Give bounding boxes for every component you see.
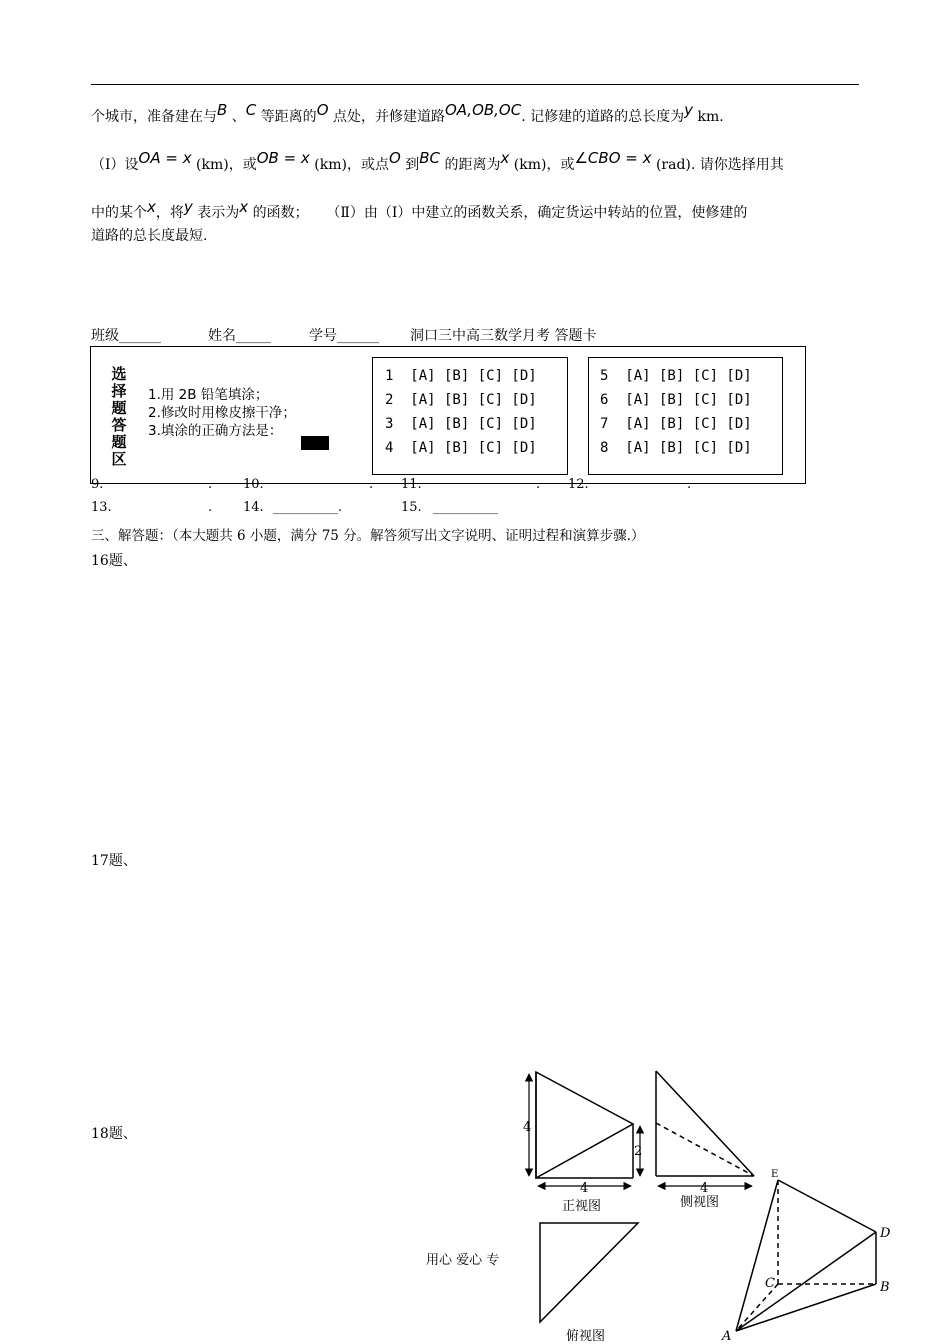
problem-line-4: 道路的总长度最短. [91,228,208,244]
blank-10-label: 10. [243,477,264,492]
choice-area-title: 选 择 题 答 题 区 [111,365,127,468]
answer-row-2[interactable]: 2 [A] [B] [C] [D] [385,392,537,408]
blank-13-label: 13. [91,500,112,515]
blank-12-end: . [687,477,692,492]
dim-label-4-side: 4 [700,1181,709,1196]
answer-row-3[interactable]: 3 [A] [B] [C] [D] [385,416,537,432]
question-17-label: 17题、 [91,853,137,869]
blank-12-label: 12. [568,477,589,492]
instruction-2: 2.修改时用橡皮擦干净； [148,405,296,421]
point-B-label: B [880,1280,890,1295]
footer-text: 用心 爱心 专 [426,1253,500,1268]
section-3-heading: 三、解答题：（本大题共 6 小题，满分 75 分。解答须写出文字说明、证明过程和演算步骤.） [91,528,645,544]
blank-11-label: 11. [401,477,422,492]
point-A-label: A [722,1329,732,1344]
blank-14-label: 14. [243,500,264,515]
dim-label-2: 2 [634,1144,643,1159]
instruction-1: 1.用 2B 铅笔填涂； [148,387,269,403]
problem-line-2: （Ⅰ）设OA = x (km)，或OB = x (km)，或点O 到BC 的距离为x (km)，或∠CBO = x (rad). 请你选择用其 [91,149,784,173]
blank-15-line[interactable]: __________ [433,500,498,515]
top-view-label: 俯视图 [566,1329,606,1344]
question-18-label: 18题、 [91,1126,137,1142]
dim-label-4-vertical: 4 [523,1120,532,1135]
point-E-label: E [771,1169,779,1180]
blank-9-end: . [208,477,213,492]
question-16-label: 16题、 [91,553,137,569]
answer-row-6[interactable]: 6 [A] [B] [C] [D] [600,392,752,408]
answer-row-8[interactable]: 8 [A] [B] [C] [D] [600,440,752,456]
side-view-label: 侧视图 [680,1195,720,1210]
blank-10-end: . [369,477,374,492]
class-field: 班级______ [91,328,161,344]
point-C-label: C [765,1276,775,1291]
front-view [536,1072,633,1178]
blank-15-label: 15. [401,500,422,515]
answer-row-1[interactable]: 1 [A] [B] [C] [D] [385,368,537,384]
dim-label-4-front: 4 [580,1181,589,1196]
problem-line-1: 个城市，准备建在与B 、C 等距离的O 点处，并修建道路OA,OB,OC. 记修建的道路的总长度为y km. [91,101,724,125]
name-field: 姓名_____ [208,328,271,344]
blank-11-end: . [536,477,541,492]
answer-card-title: 洞口三中高三数学月考 答题卡 [410,328,597,344]
problem-line-3: 中的某个x，将y 表示为x 的函数； （Ⅱ）由（Ⅰ）中建立的函数关系，确定货运中转站的位置，使修建的 [91,198,748,221]
top-view [540,1223,638,1322]
student-id-field: 学号______ [309,328,379,344]
answer-row-5[interactable]: 5 [A] [B] [C] [D] [600,368,752,384]
solid-figure [736,1180,876,1331]
front-view-label: 正视图 [562,1199,602,1214]
side-view [656,1071,754,1176]
answer-row-7[interactable]: 7 [A] [B] [C] [D] [600,416,752,432]
blank-14-line[interactable]: __________. [273,500,343,515]
answer-row-4[interactable]: 4 [A] [B] [C] [D] [385,440,537,456]
blank-9-label: 9. [91,477,104,492]
blank-13-end: . [208,500,213,515]
point-D-label: D [880,1226,891,1241]
instruction-3: 3.填涂的正确方法是： [148,423,283,439]
